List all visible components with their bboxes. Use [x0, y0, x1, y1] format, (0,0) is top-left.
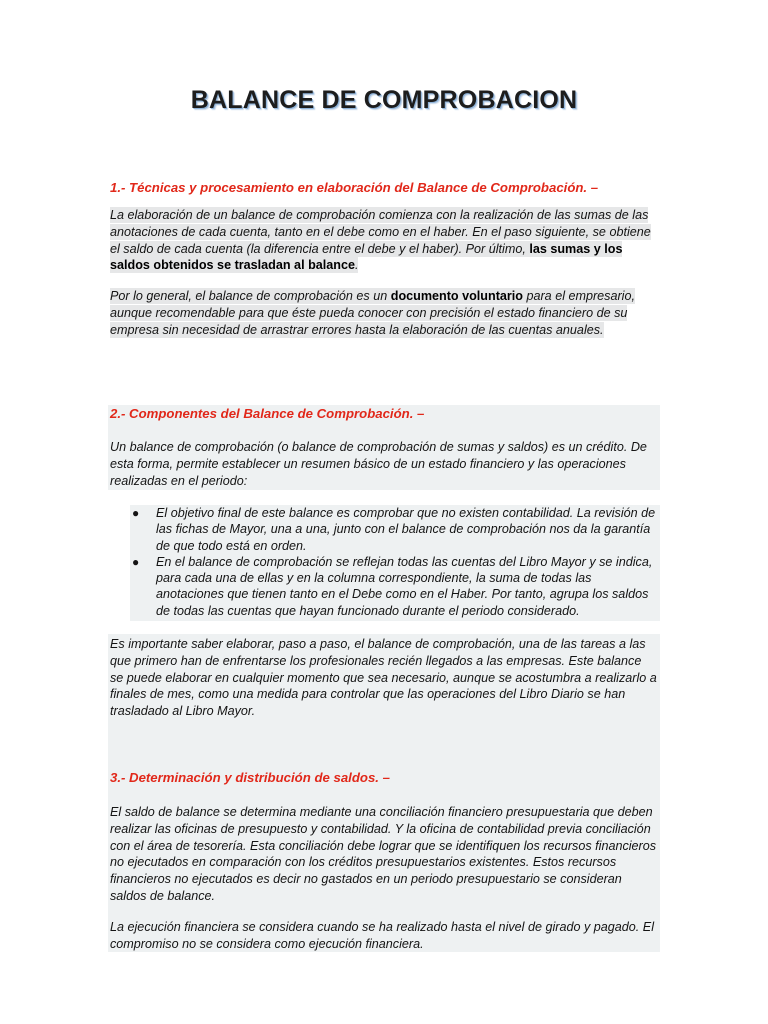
- section2-closing: Es importante saber elaborar, paso a paso, el balance de comprobación, una de las tareas a las que primero han de enfrentarse los profesionales recién llegados a las empresas. Este balance se puede elaborar en cualquier momento que sea necesario, aunque se acostumbra a realizarlo a finales de mes, como una medida para controlar que las operaciones del Libro Diario se han trasladado al Libro Mayor.: [110, 637, 657, 719]
- section3-paragraph-2: La ejecución financiera se considera cuando se ha realizado hasta el nivel de girado y pagado. El compromiso no se considera como ejecución financiera.: [110, 920, 654, 951]
- section2-bullet-list: [130, 505, 660, 621]
- bullet-dot-icon: ●: [132, 506, 140, 520]
- section2-heading: 2.- Componentes del Balance de Comprobación. –: [110, 406, 425, 421]
- section3-heading: 3.- Determinación y distribución de saldos. –: [110, 770, 390, 785]
- section3-paragraph-1: El saldo de balance se determina mediante una conciliación financiero presupuestaria que deben realizar las oficinas de presupuesto y contabilidad. Y la oficina de contabilidad previa conciliación con el área de tesorería. Esta conciliación debe lograr que se identifiquen los recursos financieros no ejecutados en comparación con los créditos presupuestarios existentes. Estos recursos financieros no ejecutados es decir no gastados en un periodo presupuestario se consideran saldos de balance.: [110, 805, 657, 903]
- section2-intro: Un balance de comprobación (o balance de comprobación de sumas y saldos) es un crédito. De esta forma, permite establecer un resumen básico de un estado financiero y las operaciones realizadas en el periodo:: [110, 440, 647, 488]
- section1-paragraph-2: [110, 288, 658, 338]
- bullet-item: [130, 554, 660, 619]
- section1-p2-bold: documento voluntario: [390, 289, 523, 303]
- section1-p2-text-a: Por lo general, el balance de comprobación es un: [110, 289, 391, 303]
- section1-p1-text: La elaboración de un balance de comprobación comienza con la realización de las sumas de las anotaciones de cada cuenta, tanto en el debe como en el haber. En el paso siguiente, se obtiene el saldo de cada cuenta (la diferencia entre el debe y el haber). Por último,: [110, 208, 651, 256]
- section1-paragraph-1: [110, 207, 658, 274]
- section1-p2-text-b: para el empresario, aunque recomendable para que éste pueda conocer con precisión el estado financiero de su empresa sin necesidad de arrastrar errores hasta la elaboración de las cuentas anuales.: [110, 289, 635, 337]
- bullet-text: El objetivo final de este balance es comprobar que no existen contabilidad. La revisión de las fichas de Mayor, una a una, junto con el balance de comprobación nos da la garantía de que todo está en orden.: [156, 506, 656, 553]
- section1-p1-end: .: [354, 258, 359, 273]
- document-title: BALANCE DE COMPROBACION: [190, 86, 578, 114]
- bullet-text: En el balance de comprobación se reflejan todas las cuentas del Libro Mayor y se indica, para cada una de ellas y en la columna correspondiente, la suma de todas las anotaciones que tienen tanto en el Debe como en el Haber. Por tanto, agrupa los saldos de todas las cuentas que hayan funcionado durante el periodo considerado.: [156, 554, 653, 618]
- section1-p1-bold: las sumas y los saldos obtenidos se trasladan al balance: [110, 241, 623, 273]
- bullet-item: [130, 505, 660, 554]
- bullet-dot-icon: ●: [132, 554, 140, 569]
- section1-heading: 1.- Técnicas y procesamiento en elaboración del Balance de Comprobación. –: [110, 180, 599, 195]
